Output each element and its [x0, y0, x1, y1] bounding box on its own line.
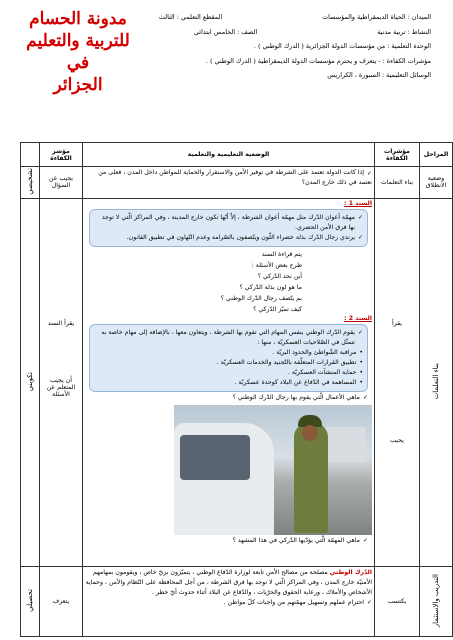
- photo-car-window: [180, 435, 250, 480]
- row3-phase: [420, 566, 453, 636]
- question: طرح بعض الأسئلة :: [251, 261, 302, 269]
- lesson-header: [131, 10, 431, 83]
- support2-box: [89, 324, 368, 392]
- support1-box: [89, 209, 368, 247]
- row1-criteria: يجيب عن السؤال: [40, 167, 83, 199]
- row3-phase-text: التدريب والاستثمار: [432, 573, 440, 627]
- task-item: • حماية المنشآت العسكريّة .: [94, 368, 363, 378]
- row3-situation: [83, 566, 375, 636]
- task-item: • مراقبة الشّواطئ والحدود البريّة .: [94, 348, 363, 358]
- question: بم يتّصف رجال الدّرك الوطني ؟: [220, 294, 302, 302]
- unit: الوحدة التعلمية : من مؤسسات الدولة الجزائرية ( الدرك الوطني ) .: [253, 42, 431, 51]
- row2-phase: [420, 198, 453, 566]
- questions1: [85, 249, 372, 315]
- row1-situation: [83, 167, 375, 199]
- row1-text: ✓ إذا كانت الدولة تعتمد على الشرطة في توفير الأمن والاستقرار والحماية للمواطن داخل المدن ، فعلى من تعتمد في ذلك خارج المدن؟: [98, 169, 372, 186]
- domain: الميدان : الحياة الديمقراطية والمؤسسات: [322, 13, 431, 21]
- task-item: • المساهمة في الدّفاع عن البلاد كوحدة عسكريّة .: [94, 378, 363, 388]
- row3-eval-text: تحصيلي: [26, 588, 34, 612]
- photo-face: [302, 425, 318, 441]
- row2-ind-answer: يجيب: [390, 436, 404, 444]
- row2-indicators: [375, 198, 420, 566]
- question-picture: ✓ ماهي المهمّة الّتي يؤدّيها الدّركي في هذا المشهد ؟: [85, 537, 368, 544]
- header-criteria: مؤشر الكفاءة: [40, 143, 83, 167]
- row3-criteria: يتعرف: [40, 566, 83, 636]
- blog-title-line: مدونة الحسام: [29, 9, 127, 29]
- blog-title-line: للتربية والتعليم في: [26, 31, 130, 73]
- row2-criteria: [40, 198, 83, 566]
- row2-crit-read: يقرأ السند: [47, 319, 75, 327]
- resources: الوسائل التعليمية : السبورة ، الكراريس: [327, 71, 431, 80]
- support1-text2: ✓ يرتدي رجال الدّرك بذلة خضراء اللّون ويتّصفون بالصّرامة وعدم التّهاون في تطبيق القانون.: [94, 233, 363, 243]
- gendarme-photo: [174, 405, 372, 535]
- row1-eval: [21, 167, 40, 199]
- row2-crit-answer: أن يجيب المتعلم عن الأسئلة: [46, 376, 76, 398]
- header-eval: [21, 143, 40, 167]
- activity: النشاط : تربية مدنية: [377, 27, 431, 36]
- row3-eval: [21, 566, 40, 636]
- stage: المقطع التعلمي : الثالث: [158, 13, 223, 21]
- row3-indicator: يكتسب: [375, 566, 420, 636]
- question: كيف تميّز الدّركي ؟: [253, 305, 302, 313]
- row1-eval-text: تشخيصي: [26, 168, 34, 195]
- lesson-table: [20, 142, 453, 637]
- row2-phase-text: بناء التعلمات: [432, 363, 440, 400]
- row3-text2: ✓ احترام عملهم وتسهيل مهمّتهم من واجبات كلّ مواطن .: [85, 598, 372, 608]
- question: ما هو لون بذلة الدّركي ؟: [239, 283, 302, 291]
- row3-text: مصلحة من مصالح الأمن تابعة لوزارة الدّفاع الوطني ، يتميّزون بزيّ خاص ، ويقومون بمهامهم الأمنيّة خارج المدن ، وفي المراكز الّتي لا توجد بها فرق الشرطة ، من أجل المحافظة على النّظام والأمن ، وحماية الأشخاص والأملاك ، ورعاية الحقوق والحرّيات ، والدّفاع عن البلاد أثناء حدوث أيّ خطر .: [85, 568, 372, 596]
- support1-text: ✓ مهمّة أعوان الدّرك مثل مهمّة أعوان الشرطة ، إلاّ أنّها تكون خارج المدينة ، وفي المراكز الّتي لا توجد بها فرق الأمن الحضري.: [94, 213, 363, 233]
- question-after-support2: ✓ ماهي الأعمال الّتي يقوم بها رجال الدّرك الوطني ؟: [85, 394, 368, 401]
- header-phase: المراحل: [420, 143, 453, 167]
- competence: مؤشرات الكفاءة : - يتعرف و يحترم مؤسسات الدولة الديمقراطية ( الدرك الوطني ) .: [205, 56, 431, 65]
- row3-term: الدّرك الوطني: [329, 568, 372, 576]
- support2-text: ✓ يقوم الدّرك الوطني بنفس المهام التي تقوم بها الشرطة ، ويتعاون معها ، بالإضافة إلى مهام خاصة به تتمثّل في الصّلاحيات العسكريّة ، منها :: [94, 328, 363, 348]
- blog-title-line: الجزائر: [53, 75, 103, 95]
- task-item: • تطبيق القرارات المتعلّقة بالتّجنيد والخدمات العسكريّة .: [94, 358, 363, 368]
- blog-title: [18, 8, 138, 96]
- row1-phase: وضعية الانطلاق: [420, 167, 453, 199]
- row2-situation: [83, 198, 375, 566]
- row1-indicator: بناء التعلمات: [375, 167, 420, 199]
- grade: الصف : الخامس ابتدائي: [193, 27, 258, 36]
- question: يتم قراءة السند: [261, 250, 302, 258]
- row2-eval-text: تكويني: [26, 371, 34, 391]
- question: أين نجد الدّركي ؟: [257, 272, 302, 280]
- support1-label: السند 1 :: [344, 199, 372, 207]
- header-indicators: مؤشرات الكفاءة: [375, 143, 420, 167]
- header-situation: الوضعية التعليمية والتعلمية: [83, 143, 375, 167]
- support2-label: السند 2 :: [344, 314, 372, 322]
- row2-eval: [21, 198, 40, 566]
- row2-ind-read: يقرأ: [392, 319, 402, 327]
